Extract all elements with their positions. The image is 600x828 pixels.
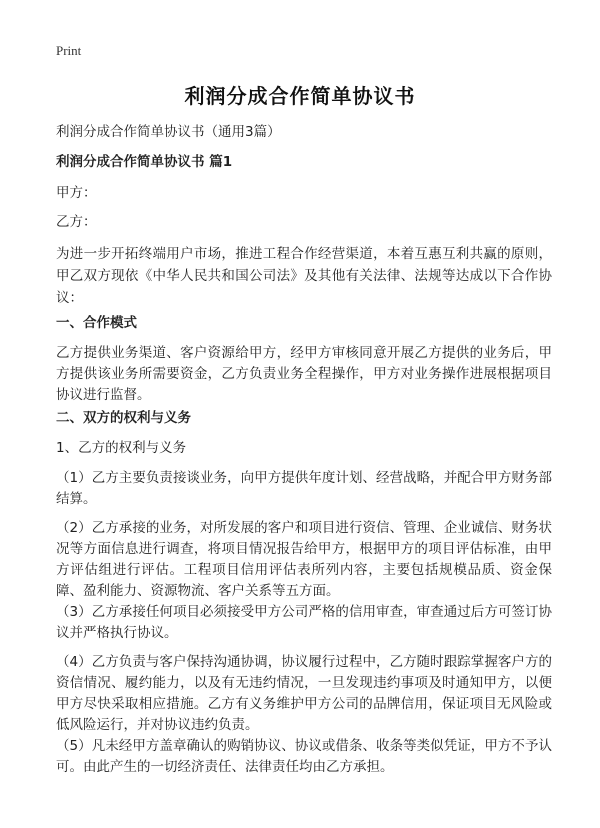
sub-heading-party-b: 1、乙方的权利与义务 bbox=[56, 440, 187, 456]
clause-item-4: （4）乙方负责与客户保持沟通协调，协议履行过程中，乙方随时跟踪掌握客户方的资信情况、履约能力，以及有无违约情况，一旦发现违约事项及时通知甲方，以便甲方尽快采取相应措施。乙方有义务维护甲方公司的品牌信用，保证项目无风险或低风险运行，并对协议违约负责。 bbox=[56, 654, 552, 733]
print-link[interactable]: Print bbox=[56, 43, 82, 58]
clause-item-3: （3）乙方承接任何项目必须接受甲方公司严格的信用审查，审查通过后方可签订协议并严格执行协议。 bbox=[56, 604, 552, 641]
heading-rights-obligations: 二、双方的权利与义务 bbox=[56, 410, 191, 426]
clause-item-1: （1）乙方主要负责接谈业务，向甲方提供年度计划、经营战略，并配合甲方财务部结算。 bbox=[56, 470, 552, 507]
document-title: 利润分成合作简单协议书 bbox=[184, 84, 416, 108]
party-b-line: 乙方： bbox=[56, 214, 97, 230]
clause-item-5: （5）凡未经甲方盖章确认的购销协议、协议或借条、收条等类似凭证，甲方不予认可。由此产生的一切经济责任、法律责任均由乙方承担。 bbox=[56, 738, 552, 775]
heading-cooperation-mode: 一、合作模式 bbox=[56, 315, 137, 331]
section-title: 利润分成合作简单协议书 篇1 bbox=[56, 154, 233, 170]
clause-item-2: （2）乙方承接的业务，对所发展的客户和项目进行资信、管理、企业诚信、财务状况等方面信息进行调查，将项目情况报告给甲方，根据甲方的项目评估标准，由甲方评估组进行评估。工程项目信用评估表所列内容，主要包括规模品质、资金保障、盈利能力、资源物流、客户关系等五方面。 bbox=[56, 520, 552, 599]
cooperation-mode-paragraph: 乙方提供业务渠道、客户资源给甲方，经甲方审核同意开展乙方提供的业务后，甲方提供该业务所需要资金，乙方负责业务全程操作，甲方对业务操作进展根据项目协议进行监督。 bbox=[56, 345, 552, 403]
document-subtitle: 利润分成合作简单协议书（通用3篇） bbox=[56, 124, 281, 140]
party-a-line: 甲方： bbox=[56, 185, 97, 201]
intro-paragraph: 为进一步开拓终端用户市场，推进工程合作经营渠道，本着互惠互利共赢的原则，甲乙双方现依《中华人民共和国公司法》及其他有关法律、法规等达成以下合作协议： bbox=[56, 246, 552, 306]
